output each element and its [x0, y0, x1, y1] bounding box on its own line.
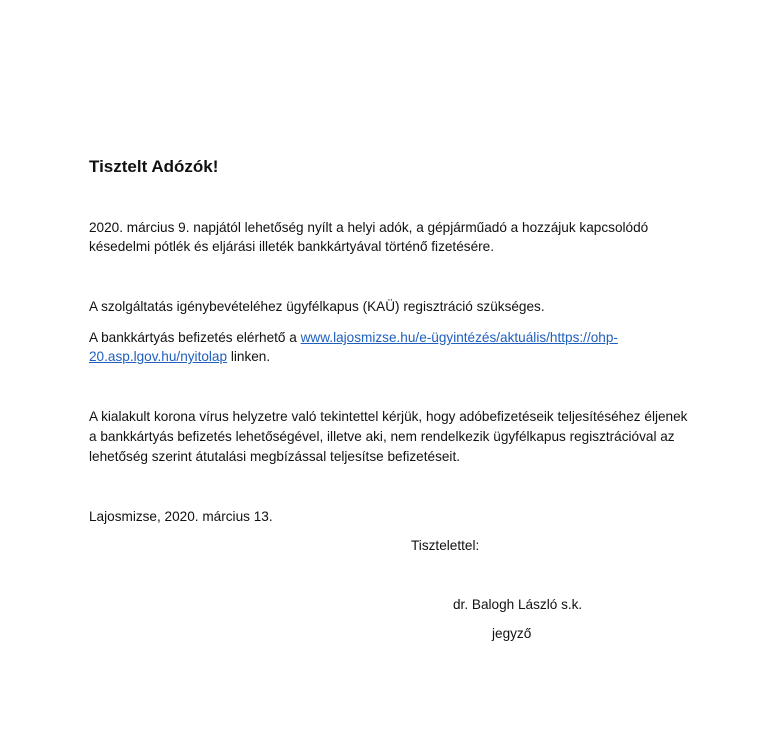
- para1-line2: késedelmi pótlék és eljárási illeték bankkártyával történő fizetésére.: [89, 239, 494, 254]
- place-date: Lajosmizse, 2020. március 13.: [89, 509, 273, 524]
- para2: A szolgáltatás igénybevételéhez ügyfélkapus (KAÜ) regisztráció szükséges.: [89, 299, 545, 314]
- para1-line1: 2020. március 9. napjától lehetőség nyílt a helyi adók, a gépjárműadó a hozzájuk kapcsolódó: [89, 220, 649, 235]
- para3-line2: [89, 348, 270, 366]
- letter-title: Tisztelt Adózók!: [89, 157, 219, 176]
- para4-line2: a bankkártyás befizetés lehetőségével, illetve aki, nem rendelkezik ügyfélkapus regisztrációval az: [89, 429, 675, 444]
- payment-link-cont[interactable]: 20.asp.lgov.hu/nyitolap: [89, 349, 228, 364]
- payment-link[interactable]: www.lajosmizse.hu/e-ügyintézés/aktuális/https://ohp-: [300, 330, 618, 345]
- closing: Tisztelettel:: [411, 538, 480, 553]
- signatory: dr. Balogh László s.k.: [453, 597, 583, 612]
- para3-suffix: linken.: [227, 349, 271, 364]
- para4-line3: lehetőség szerint átutalási megbízással teljesítse befizetéseit.: [89, 449, 461, 464]
- para3-line1: [89, 329, 618, 347]
- signatory-title: jegyző: [492, 626, 532, 641]
- para3-prefix: A bankkártyás befizetés elérhető a: [89, 330, 301, 345]
- para4-line1: A kialakult korona vírus helyzetre való tekintettel kérjük, hogy adóbefizetéseik teljesítéséhez éljenek: [89, 409, 688, 424]
